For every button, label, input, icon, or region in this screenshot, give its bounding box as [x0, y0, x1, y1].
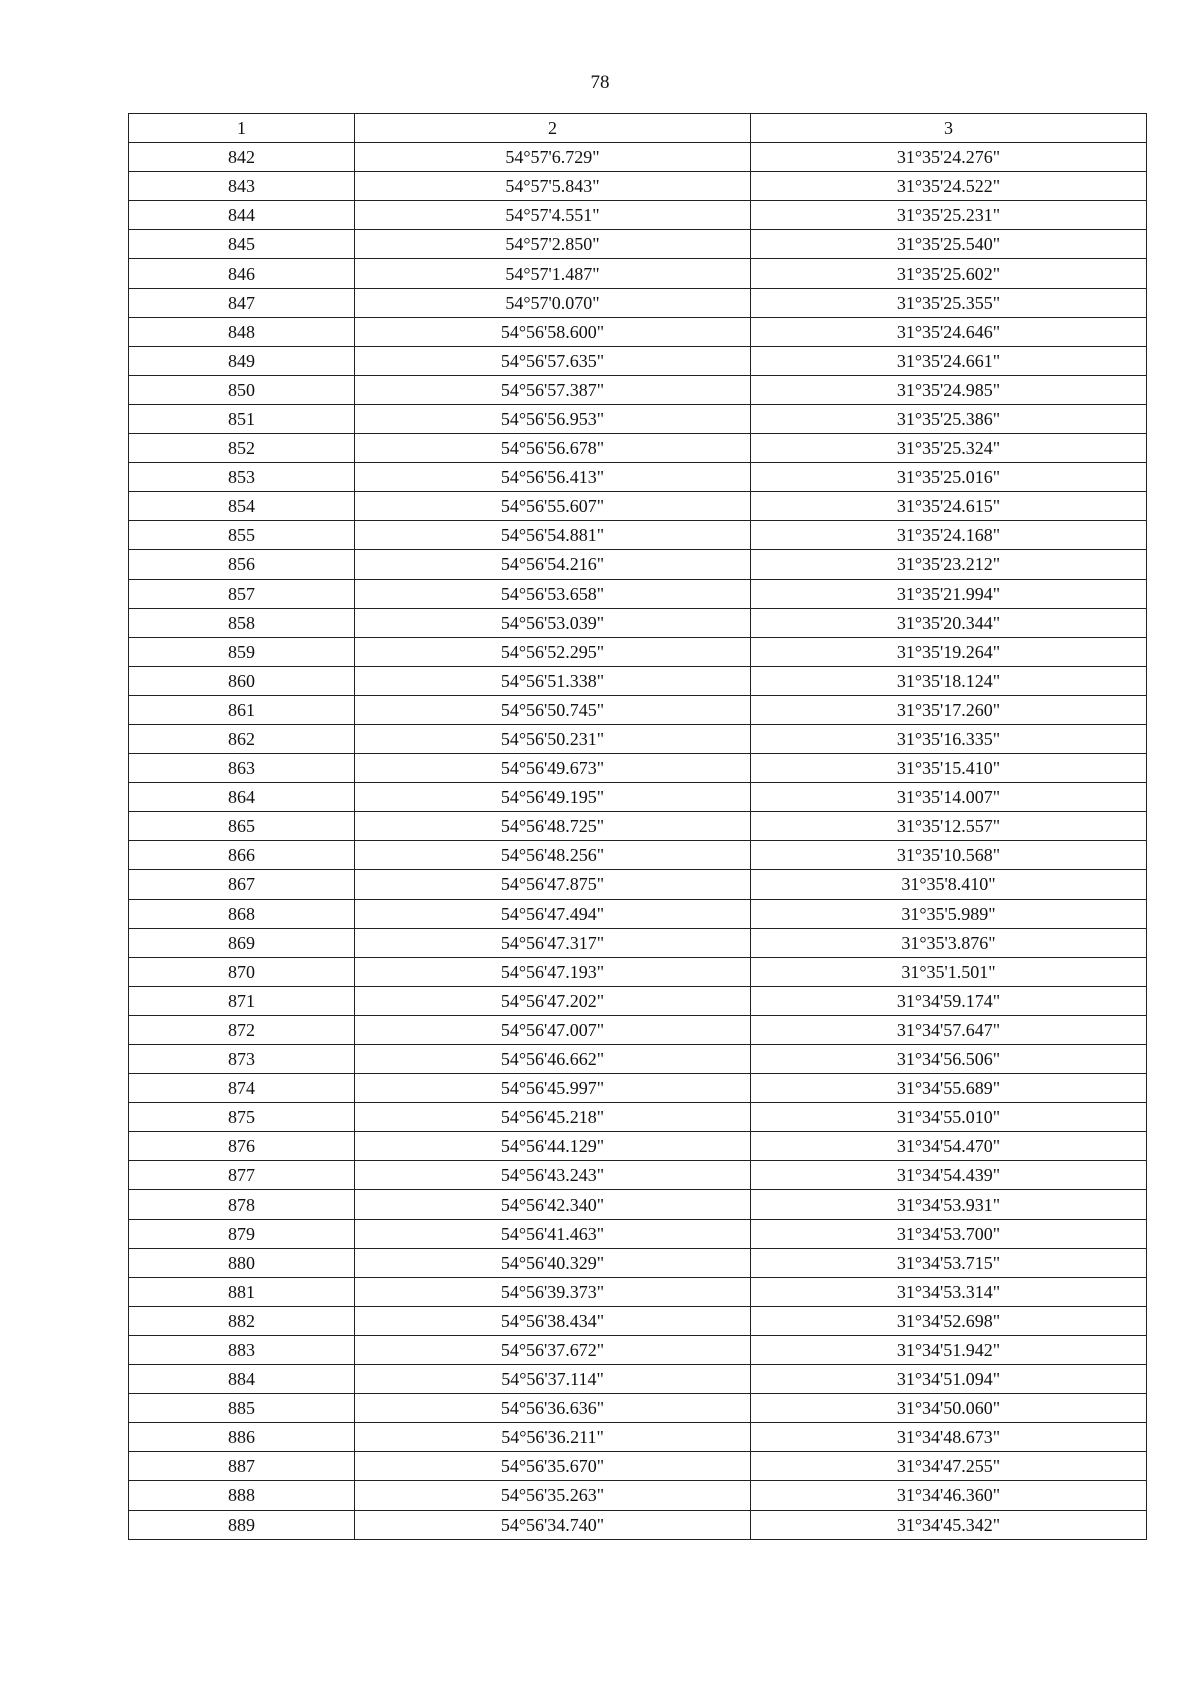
- latitude-cell: 54°56'44.129": [355, 1132, 751, 1161]
- latitude-cell: 54°57'6.729": [355, 143, 751, 172]
- table-row: [129, 1161, 1147, 1190]
- longitude-cell: 31°34'54.470": [751, 1132, 1147, 1161]
- table-row: [129, 317, 1147, 346]
- table-row: [129, 1365, 1147, 1394]
- table-row: [129, 143, 1147, 172]
- point-number-cell: 864: [129, 783, 355, 812]
- latitude-cell: 54°56'50.745": [355, 695, 751, 724]
- longitude-cell: 31°34'45.342": [751, 1510, 1147, 1539]
- latitude-cell: 54°56'47.202": [355, 986, 751, 1015]
- point-number-cell: 862: [129, 724, 355, 753]
- column-header-2: 2: [355, 114, 751, 143]
- table-row: [129, 1074, 1147, 1103]
- latitude-cell: 54°56'41.463": [355, 1219, 751, 1248]
- latitude-cell: 54°57'4.551": [355, 201, 751, 230]
- longitude-cell: 31°34'53.700": [751, 1219, 1147, 1248]
- latitude-cell: 54°57'0.070": [355, 288, 751, 317]
- point-number-cell: 863: [129, 754, 355, 783]
- table-row: [129, 346, 1147, 375]
- table-row: [129, 1277, 1147, 1306]
- point-number-cell: 881: [129, 1277, 355, 1306]
- table-row: [129, 899, 1147, 928]
- longitude-cell: 31°35'18.124": [751, 666, 1147, 695]
- point-number-cell: 878: [129, 1190, 355, 1219]
- table-row: [129, 637, 1147, 666]
- latitude-cell: 54°56'53.039": [355, 608, 751, 637]
- point-number-cell: 842: [129, 143, 355, 172]
- latitude-cell: 54°56'47.875": [355, 870, 751, 899]
- page-number: 78: [590, 72, 610, 93]
- table-row: [129, 986, 1147, 1015]
- point-number-cell: 866: [129, 841, 355, 870]
- table-row: [129, 230, 1147, 259]
- table-row: [129, 666, 1147, 695]
- latitude-cell: 54°57'2.850": [355, 230, 751, 259]
- table-row: [129, 928, 1147, 957]
- longitude-cell: 31°34'53.314": [751, 1277, 1147, 1306]
- point-number-cell: 884: [129, 1365, 355, 1394]
- longitude-cell: 31°35'25.386": [751, 404, 1147, 433]
- latitude-cell: 54°56'56.953": [355, 404, 751, 433]
- table-row: [129, 957, 1147, 986]
- latitude-cell: 54°56'57.635": [355, 346, 751, 375]
- latitude-cell: 54°56'46.662": [355, 1045, 751, 1074]
- longitude-cell: 31°34'55.010": [751, 1103, 1147, 1132]
- point-number-cell: 852: [129, 434, 355, 463]
- latitude-cell: 54°56'51.338": [355, 666, 751, 695]
- longitude-cell: 31°35'24.276": [751, 143, 1147, 172]
- table-row: [129, 870, 1147, 899]
- point-number-cell: 846: [129, 259, 355, 288]
- point-number-cell: 867: [129, 870, 355, 899]
- point-number-cell: 879: [129, 1219, 355, 1248]
- point-number-cell: 851: [129, 404, 355, 433]
- longitude-cell: 31°35'8.410": [751, 870, 1147, 899]
- longitude-cell: 31°35'14.007": [751, 783, 1147, 812]
- point-number-cell: 885: [129, 1394, 355, 1423]
- longitude-cell: 31°35'25.602": [751, 259, 1147, 288]
- point-number-cell: 853: [129, 463, 355, 492]
- longitude-cell: 31°35'23.212": [751, 550, 1147, 579]
- column-header-3: 3: [751, 114, 1147, 143]
- longitude-cell: 31°34'53.715": [751, 1248, 1147, 1277]
- point-number-cell: 882: [129, 1306, 355, 1335]
- longitude-cell: 31°34'59.174": [751, 986, 1147, 1015]
- point-number-cell: 856: [129, 550, 355, 579]
- table-row: [129, 288, 1147, 317]
- latitude-cell: 54°56'49.673": [355, 754, 751, 783]
- point-number-cell: 843: [129, 172, 355, 201]
- table-row: [129, 1015, 1147, 1044]
- point-number-cell: 877: [129, 1161, 355, 1190]
- point-number-cell: 847: [129, 288, 355, 317]
- table-row: [129, 608, 1147, 637]
- point-number-cell: 870: [129, 957, 355, 986]
- latitude-cell: 54°56'56.678": [355, 434, 751, 463]
- point-number-cell: 855: [129, 521, 355, 550]
- point-number-cell: 865: [129, 812, 355, 841]
- table-row: [129, 550, 1147, 579]
- table-row: [129, 434, 1147, 463]
- latitude-cell: 54°56'36.636": [355, 1394, 751, 1423]
- point-number-cell: 854: [129, 492, 355, 521]
- point-number-cell: 876: [129, 1132, 355, 1161]
- longitude-cell: 31°35'16.335": [751, 724, 1147, 753]
- table-row: [129, 841, 1147, 870]
- table-row: [129, 1219, 1147, 1248]
- point-number-cell: 844: [129, 201, 355, 230]
- latitude-cell: 54°56'38.434": [355, 1306, 751, 1335]
- latitude-cell: 54°56'45.997": [355, 1074, 751, 1103]
- latitude-cell: 54°56'35.263": [355, 1481, 751, 1510]
- point-number-cell: 889: [129, 1510, 355, 1539]
- longitude-cell: 31°35'1.501": [751, 957, 1147, 986]
- table-row: [129, 1132, 1147, 1161]
- latitude-cell: 54°56'42.340": [355, 1190, 751, 1219]
- point-number-cell: 874: [129, 1074, 355, 1103]
- point-number-cell: 858: [129, 608, 355, 637]
- longitude-cell: 31°35'24.661": [751, 346, 1147, 375]
- table-row: [129, 404, 1147, 433]
- longitude-cell: 31°34'51.094": [751, 1365, 1147, 1394]
- latitude-cell: 54°56'47.317": [355, 928, 751, 957]
- point-number-cell: 849: [129, 346, 355, 375]
- longitude-cell: 31°35'21.994": [751, 579, 1147, 608]
- point-number-cell: 871: [129, 986, 355, 1015]
- longitude-cell: 31°35'12.557": [751, 812, 1147, 841]
- point-number-cell: 872: [129, 1015, 355, 1044]
- point-number-cell: 875: [129, 1103, 355, 1132]
- longitude-cell: 31°34'51.942": [751, 1335, 1147, 1364]
- longitude-cell: 31°35'17.260": [751, 695, 1147, 724]
- latitude-cell: 54°56'37.672": [355, 1335, 751, 1364]
- table-row: [129, 783, 1147, 812]
- table-row: [129, 463, 1147, 492]
- longitude-cell: 31°34'52.698": [751, 1306, 1147, 1335]
- latitude-cell: 54°56'54.216": [355, 550, 751, 579]
- table-row: [129, 521, 1147, 550]
- point-number-cell: 845: [129, 230, 355, 259]
- column-header-1: 1: [129, 114, 355, 143]
- longitude-cell: 31°34'54.439": [751, 1161, 1147, 1190]
- longitude-cell: 31°35'5.989": [751, 899, 1147, 928]
- table-row: [129, 812, 1147, 841]
- latitude-cell: 54°56'58.600": [355, 317, 751, 346]
- point-number-cell: 860: [129, 666, 355, 695]
- latitude-cell: 54°56'37.114": [355, 1365, 751, 1394]
- latitude-cell: 54°56'52.295": [355, 637, 751, 666]
- table-row: [129, 1045, 1147, 1074]
- longitude-cell: 31°35'25.231": [751, 201, 1147, 230]
- longitude-cell: 31°35'24.522": [751, 172, 1147, 201]
- longitude-cell: 31°35'25.355": [751, 288, 1147, 317]
- point-number-cell: 888: [129, 1481, 355, 1510]
- point-number-cell: 848: [129, 317, 355, 346]
- table-row: [129, 259, 1147, 288]
- longitude-cell: 31°35'24.646": [751, 317, 1147, 346]
- latitude-cell: 54°56'49.195": [355, 783, 751, 812]
- table-row: [129, 1394, 1147, 1423]
- latitude-cell: 54°56'48.256": [355, 841, 751, 870]
- table-row: [129, 754, 1147, 783]
- longitude-cell: 31°35'19.264": [751, 637, 1147, 666]
- longitude-cell: 31°34'53.931": [751, 1190, 1147, 1219]
- table-row: [129, 695, 1147, 724]
- point-number-cell: 868: [129, 899, 355, 928]
- table-row: [129, 724, 1147, 753]
- latitude-cell: 54°56'40.329": [355, 1248, 751, 1277]
- latitude-cell: 54°57'5.843": [355, 172, 751, 201]
- latitude-cell: 54°56'39.373": [355, 1277, 751, 1306]
- point-number-cell: 861: [129, 695, 355, 724]
- coordinates-table: [128, 113, 1147, 1540]
- latitude-cell: 54°56'47.193": [355, 957, 751, 986]
- table-row: [129, 1248, 1147, 1277]
- longitude-cell: 31°35'15.410": [751, 754, 1147, 783]
- table-row: [129, 579, 1147, 608]
- table-row: [129, 1306, 1147, 1335]
- longitude-cell: 31°34'57.647": [751, 1015, 1147, 1044]
- point-number-cell: 859: [129, 637, 355, 666]
- latitude-cell: 54°56'35.670": [355, 1452, 751, 1481]
- longitude-cell: 31°35'24.985": [751, 375, 1147, 404]
- latitude-cell: 54°56'47.007": [355, 1015, 751, 1044]
- latitude-cell: 54°56'50.231": [355, 724, 751, 753]
- point-number-cell: 887: [129, 1452, 355, 1481]
- longitude-cell: 31°35'25.324": [751, 434, 1147, 463]
- point-number-cell: 869: [129, 928, 355, 957]
- longitude-cell: 31°34'46.360": [751, 1481, 1147, 1510]
- longitude-cell: 31°34'48.673": [751, 1423, 1147, 1452]
- longitude-cell: 31°35'24.615": [751, 492, 1147, 521]
- table-row: [129, 1481, 1147, 1510]
- latitude-cell: 54°56'57.387": [355, 375, 751, 404]
- longitude-cell: 31°34'56.506": [751, 1045, 1147, 1074]
- latitude-cell: 54°56'54.881": [355, 521, 751, 550]
- table-row: [129, 1423, 1147, 1452]
- longitude-cell: 31°34'50.060": [751, 1394, 1147, 1423]
- point-number-cell: 850: [129, 375, 355, 404]
- table-body: [129, 143, 1147, 1540]
- latitude-cell: 54°56'53.658": [355, 579, 751, 608]
- table-header-row: [129, 114, 1147, 143]
- longitude-cell: 31°34'47.255": [751, 1452, 1147, 1481]
- latitude-cell: 54°56'48.725": [355, 812, 751, 841]
- point-number-cell: 857: [129, 579, 355, 608]
- table-row: [129, 1510, 1147, 1539]
- table-row: [129, 1452, 1147, 1481]
- longitude-cell: 31°34'55.689": [751, 1074, 1147, 1103]
- longitude-cell: 31°35'25.540": [751, 230, 1147, 259]
- latitude-cell: 54°56'56.413": [355, 463, 751, 492]
- point-number-cell: 873: [129, 1045, 355, 1074]
- longitude-cell: 31°35'24.168": [751, 521, 1147, 550]
- longitude-cell: 31°35'10.568": [751, 841, 1147, 870]
- table-row: [129, 1190, 1147, 1219]
- latitude-cell: 54°56'36.211": [355, 1423, 751, 1452]
- point-number-cell: 880: [129, 1248, 355, 1277]
- longitude-cell: 31°35'20.344": [751, 608, 1147, 637]
- latitude-cell: 54°56'45.218": [355, 1103, 751, 1132]
- table-row: [129, 375, 1147, 404]
- point-number-cell: 883: [129, 1335, 355, 1364]
- latitude-cell: 54°56'47.494": [355, 899, 751, 928]
- latitude-cell: 54°57'1.487": [355, 259, 751, 288]
- point-number-cell: 886: [129, 1423, 355, 1452]
- latitude-cell: 54°56'34.740": [355, 1510, 751, 1539]
- longitude-cell: 31°35'3.876": [751, 928, 1147, 957]
- latitude-cell: 54°56'55.607": [355, 492, 751, 521]
- latitude-cell: 54°56'43.243": [355, 1161, 751, 1190]
- table-row: [129, 1335, 1147, 1364]
- table-row: [129, 492, 1147, 521]
- table-row: [129, 172, 1147, 201]
- table-row: [129, 1103, 1147, 1132]
- longitude-cell: 31°35'25.016": [751, 463, 1147, 492]
- table-row: [129, 201, 1147, 230]
